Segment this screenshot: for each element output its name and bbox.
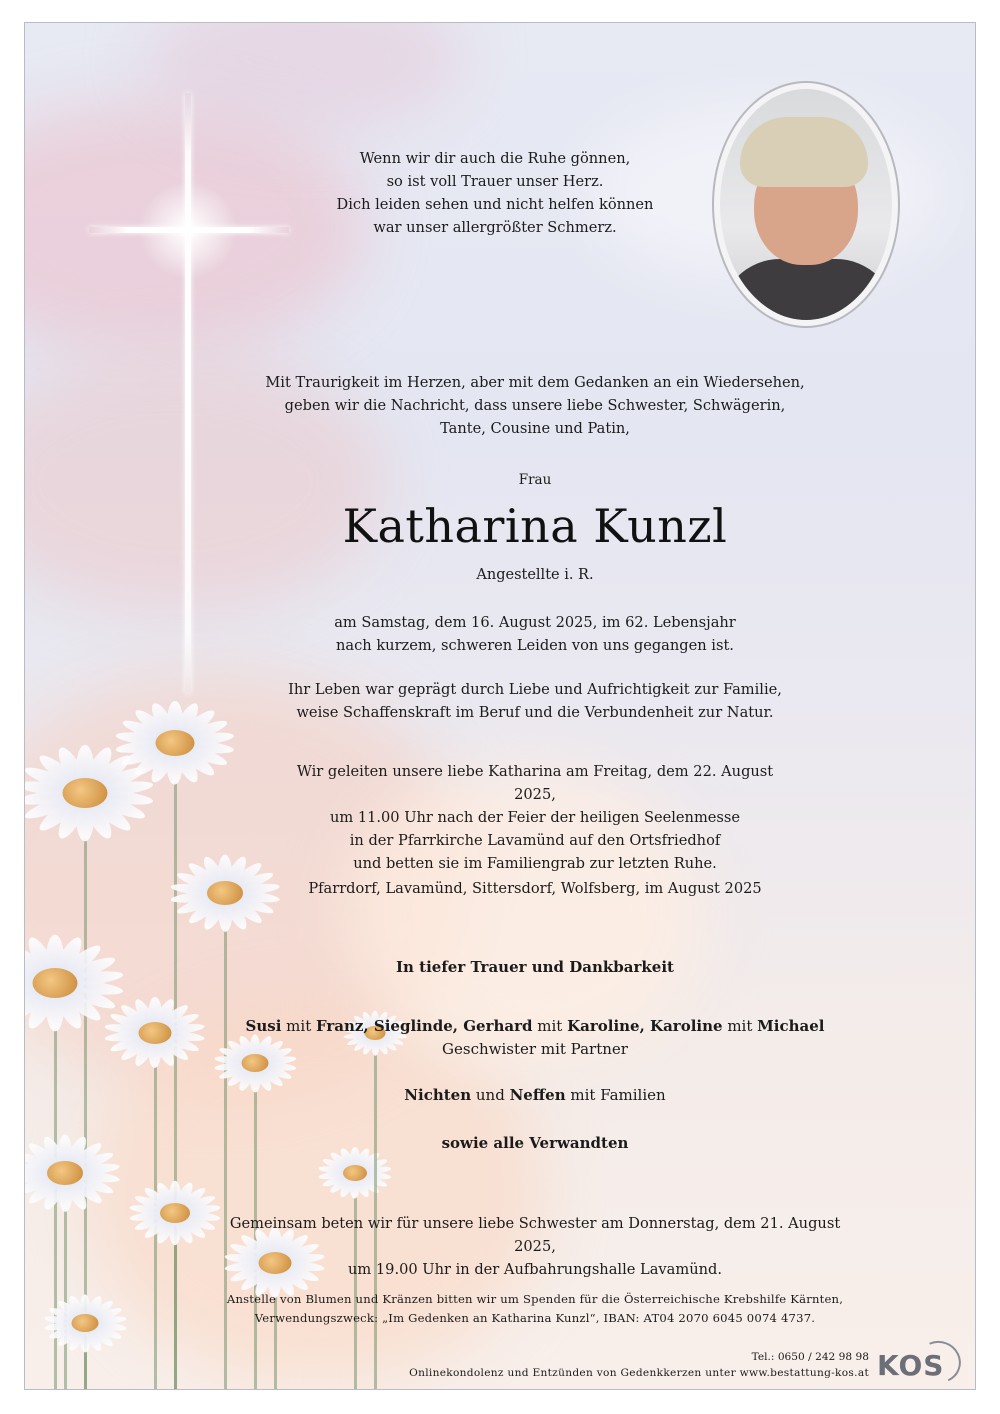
- siblings-caption: Geschwister mit Partner: [442, 1040, 628, 1058]
- connector-text: mit: [281, 1017, 316, 1035]
- relative-name: Neffen: [509, 1086, 566, 1104]
- sibling-name: Franz, Sieglinde, Gerhard: [316, 1017, 533, 1035]
- daisy-icon: [110, 698, 240, 789]
- places-date: Pfarrdorf, Lavamünd, Sittersdorf, Wolfsberg, im August 2025: [308, 880, 762, 897]
- daisy-icon: [24, 1131, 125, 1215]
- funeral-details: [275, 760, 795, 875]
- daisy-icon: [100, 995, 210, 1072]
- connector-text: mit: [532, 1017, 568, 1035]
- occupation: Angestellte i. R.: [476, 567, 594, 583]
- intro-line: Mit Traurigkeit im Herzen, aber mit dem Gedanken an ein Wiedersehen,: [265, 374, 805, 391]
- deceased-name: Katharina Kunzl: [342, 499, 728, 553]
- connector-text: mit: [722, 1017, 758, 1035]
- connector-text: mit Familien: [565, 1086, 666, 1104]
- all-relatives: sowie alle Verwandten: [441, 1134, 629, 1152]
- flower-stem: [84, 1350, 87, 1390]
- sibling-name: Susi: [245, 1017, 282, 1035]
- siblings-list: [225, 1015, 845, 1061]
- death-notice: [275, 611, 795, 657]
- life-line: Ihr Leben war geprägt durch Liebe und Aufrichtigkeit zur Familie,: [288, 681, 782, 698]
- daisy-icon: [165, 851, 285, 935]
- donation-line: Anstelle von Blumen und Kränzen bitten wir um Spenden für die Österreichische Krebshilfe Kärnten,: [226, 1292, 844, 1306]
- prayer-line: um 19.00 Uhr in der Aufbahrungshalle Lavamünd.: [348, 1261, 722, 1278]
- donation-line: Verwendungszweck: „Im Gedenken an Katharina Kunzl“, IBAN: AT04 2070 6045 0074 4737.: [254, 1311, 816, 1325]
- poem: [285, 147, 705, 239]
- life-tribute: [275, 678, 795, 724]
- footer-phone: Tel.: 0650 / 242 98 98: [751, 1351, 869, 1363]
- logo-wordmark: KOS: [877, 1349, 945, 1382]
- funeral-line: und betten sie im Familiengrab zur letzten Ruhe.: [353, 855, 717, 872]
- sibling-name: Michael: [757, 1017, 825, 1035]
- poem-line: Wenn wir dir auch die Ruhe gönnen,: [359, 150, 631, 167]
- death-line: am Samstag, dem 16. August 2025, im 62. Lebensjahr: [334, 614, 736, 631]
- prayer-notice: [225, 1212, 845, 1281]
- funeral-line: in der Pfarrkirche Lavamünd auf den Ortsfriedhof: [349, 832, 721, 849]
- poem-line: so ist voll Trauer unser Herz.: [386, 173, 604, 190]
- announcement-intro: [265, 371, 805, 440]
- obituary-card: [24, 22, 976, 1390]
- intro-line: geben wir die Nachricht, dass unsere liebe Schwester, Schwägerin,: [284, 397, 786, 414]
- poem-line: war unser allergrößter Schmerz.: [373, 219, 617, 236]
- nieces-nephews: [325, 1086, 745, 1104]
- sibling-name: Karoline, Karoline: [567, 1017, 723, 1035]
- flower-stem: [174, 1243, 177, 1390]
- death-line: nach kurzem, schweren Leiden von uns gegangen ist.: [336, 637, 734, 654]
- salutation: Frau: [518, 472, 552, 488]
- daisy-icon: [315, 1145, 395, 1201]
- mourning-heading: In tiefer Trauer und Dankbarkeit: [396, 958, 674, 976]
- funeral-line: Wir geleiten unsere liebe Katharina am Freitag, dem 22. August 2025,: [296, 763, 774, 803]
- portrait-photo: [712, 81, 900, 328]
- daisy-icon: [40, 1292, 130, 1355]
- funeral-line: um 11.00 Uhr nach der Feier der heiligen Seelenmesse: [329, 809, 741, 826]
- daisy-icon: [125, 1178, 225, 1248]
- relative-name: Nichten: [404, 1086, 472, 1104]
- poem-line: Dich leiden sehen und nicht helfen können: [336, 196, 654, 213]
- intro-line: Tante, Cousine und Patin,: [440, 420, 630, 437]
- prayer-line: Gemeinsam beten wir für unsere liebe Schwester am Donnerstag, dem 21. August 2025,: [229, 1215, 841, 1255]
- kos-logo: [875, 1341, 963, 1383]
- cross-icon: [89, 93, 289, 693]
- donation-notice: [225, 1290, 845, 1328]
- life-line: weise Schaffenskraft im Beruf und die Verbundenheit zur Natur.: [296, 704, 774, 721]
- footer-online-condolence: Onlinekondolenz und Entzünden von Gedenkkerzen unter www.bestattung-kos.at: [409, 1367, 869, 1379]
- connector-text: und: [471, 1086, 510, 1104]
- siblings-names: [225, 1015, 845, 1038]
